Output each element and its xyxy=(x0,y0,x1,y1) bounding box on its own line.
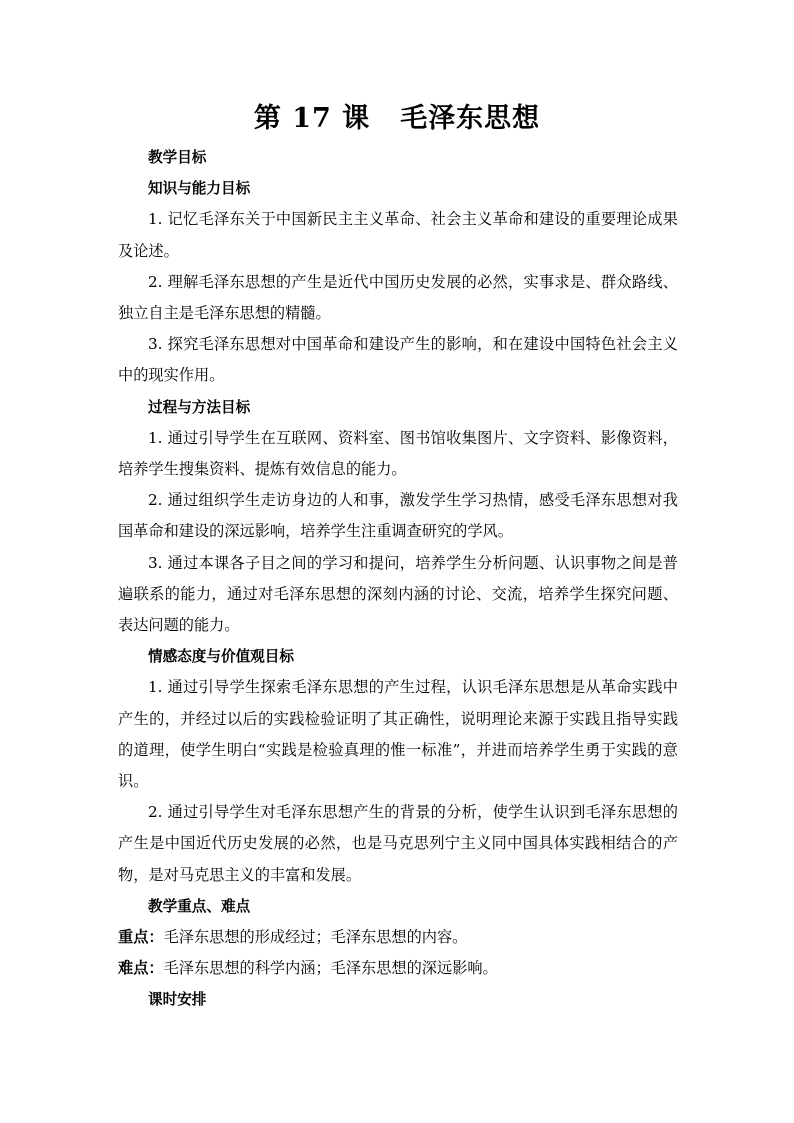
difficult-point-label: 难点： xyxy=(118,959,164,978)
lesson-number: 第 17 课 xyxy=(253,103,371,134)
knowledge-item: 3. 探究毛泽东思想对中国革命和建设产生的影响，和在建设中国特色社会主义中的现实作用。 xyxy=(118,335,678,385)
lesson-title xyxy=(0,96,794,135)
document-body xyxy=(118,142,678,1016)
section-heading-process: 过程与方法目标 xyxy=(148,398,251,416)
process-item: 1. 通过引导学生在互联网、资料室、图书馆收集图片、文字资料、影像资料，培养学生搜集资料、提炼有效信息的能力。 xyxy=(118,428,678,479)
key-point-line xyxy=(118,922,678,953)
emotion-item: 2. 通过引导学生对毛泽东思想产生的背景的分析，使学生认识到毛泽东思想的产生是中国近代历史发展的必然，也是马克思列宁主义同中国具体实践相结合的产物，是对马克思主义的丰富和发展。 xyxy=(118,803,678,884)
key-point-text: 毛泽东思想的形成经过；毛泽东思想的内容。 xyxy=(163,928,468,947)
knowledge-item: 1. 记忆毛泽东关于中国新民主主义革命、社会主义革命和建设的重要理论成果及论述。 xyxy=(118,210,678,260)
knowledge-item: 2. 理解毛泽东思想的产生是近代中国历史发展的必然，实事求是、群众路线、独立自主是毛泽东思想的精髓。 xyxy=(118,272,678,323)
section-heading-emotion: 情感态度与价值观目标 xyxy=(148,648,294,666)
section-heading-teaching-goals: 教学目标 xyxy=(148,149,207,166)
difficult-point-text: 毛泽东思想的科学内涵；毛泽东思想的深远影响。 xyxy=(163,959,498,978)
section-heading-schedule: 课时安排 xyxy=(148,991,207,1009)
section-heading-keypoints: 教学重点、难点 xyxy=(148,897,251,915)
key-point-label: 重点： xyxy=(118,928,164,947)
lesson-topic: 毛泽东思想 xyxy=(400,103,541,134)
emotion-item: 1. 通过引导学生探索毛泽东思想的产生过程，认识毛泽东思想是从革命实践中产生的，并经过以后的实践检验证明了其正确性，说明理论来源于实践且指导实践的道理，使学生明白“实践是检验真理的惟一标准”，并进而培养学生勇于实践的意识。 xyxy=(118,678,678,791)
process-item: 3. 通过本课各子目之间的学习和提问，培养学生分析问题、认识事物之间是普遍联系的能力，通过对毛泽东思想的深刻内涵的讨论、交流，培养学生探究问题、表达问题的能力。 xyxy=(118,553,678,635)
difficult-point-line xyxy=(118,953,678,984)
process-item: 2. 通过组织学生走访身边的人和事，激发学生学习热情，感受毛泽东思想对我国革命和建设的深远影响，培养学生注重调查研究的学风。 xyxy=(118,491,678,541)
section-heading-knowledge: 知识与能力目标 xyxy=(148,180,251,198)
